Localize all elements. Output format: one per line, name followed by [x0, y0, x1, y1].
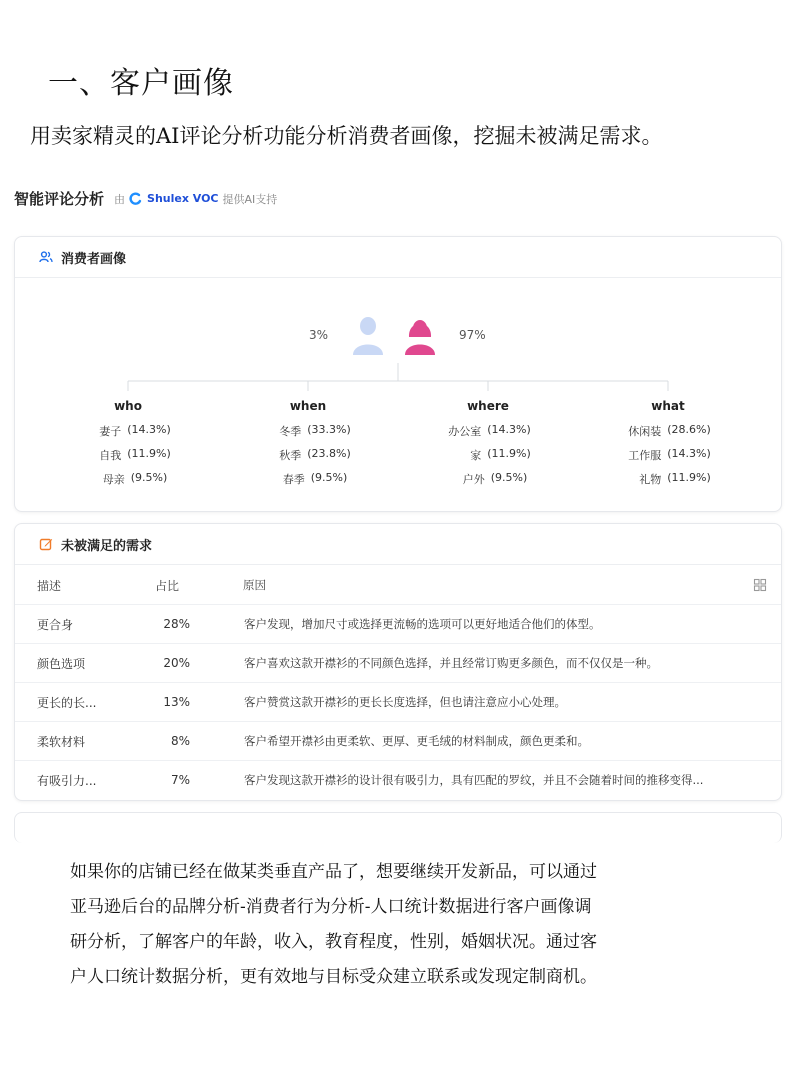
row-share: 7% — [170, 773, 190, 787]
row-desc: 更长的长... — [37, 695, 97, 710]
col-reason-header: 原因 — [243, 578, 266, 592]
item-name: 办公室 — [448, 425, 482, 438]
row-reason: 客户发现这款开襟衫的设计很有吸引力，具有匹配的罗纹，并且不会随着时间的推移变得... — [244, 773, 704, 787]
table-row[interactable] — [15, 722, 781, 761]
item-name: 春季 — [282, 473, 305, 486]
row-desc: 有吸引力... — [37, 773, 97, 788]
item-pct: (14.3%) — [667, 447, 711, 460]
dimension-where — [418, 399, 558, 495]
item-name: 礼物 — [639, 473, 662, 486]
persona-card-header — [15, 237, 781, 278]
item-pct: (9.5%) — [130, 471, 168, 484]
needs-table — [15, 566, 781, 799]
row-reason: 客户发现，增加尺寸或选择更流畅的选项可以更好地适合他们的体型。 — [244, 617, 601, 631]
item-name: 冬季 — [279, 425, 302, 438]
users-icon — [39, 250, 53, 264]
item-name: 休闲装 — [628, 425, 662, 438]
row-share: 20% — [163, 656, 190, 670]
item-pct: (9.5%) — [310, 471, 348, 484]
powered-by-suffix: 提供AI支持 — [222, 192, 278, 206]
paragraph-line: 亚马逊后台的品牌分析-消费者行为分析-人口统计数据进行客户画像调 — [70, 897, 592, 917]
consumer-persona-card — [14, 236, 782, 512]
male-percentage: 3% — [309, 328, 329, 342]
female-person-icon — [403, 315, 437, 355]
item-name: 家 — [470, 449, 482, 462]
item-name: 母亲 — [102, 473, 125, 486]
dimension-who — [58, 399, 198, 495]
body-paragraph — [70, 855, 730, 995]
dimension-item — [598, 471, 738, 495]
persona-tree-connector — [15, 363, 781, 393]
row-desc: 更合身 — [37, 617, 74, 632]
female-percentage: 97% — [459, 328, 486, 342]
powered-by-prefix: 由 — [114, 192, 126, 206]
row-reason: 客户赞赏这款开襟衫的更长长度选择，但也请注意应小心处理。 — [244, 695, 566, 709]
item-pct: (14.3%) — [487, 423, 531, 436]
item-name: 妻子 — [99, 425, 122, 438]
next-card-partial — [14, 812, 782, 843]
intro-text: 用卖家精灵的AI评论分析功能分析消费者画像，挖掘未被满足需求。 — [30, 124, 663, 148]
dimension-item — [58, 471, 198, 495]
shulex-logo-icon — [129, 192, 143, 206]
col-desc-header: 描述 — [37, 578, 62, 593]
dimension-item — [598, 423, 738, 447]
paragraph-line: 研分析，了解客户的年龄，收入，教育程度，性别，婚姻状况。通过客 — [70, 932, 597, 952]
item-name: 自我 — [99, 449, 122, 462]
dimension-when — [238, 399, 378, 495]
dimension-label: what — [651, 399, 685, 413]
needs-card-title: 未被满足的需求 — [61, 538, 153, 554]
item-name: 秋季 — [279, 449, 302, 462]
row-reason: 客户希望开襟衫由更柔软、更厚、更毛绒的材料制成，颜色更柔和。 — [244, 734, 589, 748]
persona-card-title: 消费者画像 — [61, 251, 127, 267]
dimension-item — [418, 423, 558, 447]
item-name: 户外 — [462, 473, 485, 486]
dimension-item — [238, 471, 378, 495]
row-share: 28% — [163, 617, 190, 631]
item-pct: (23.8%) — [307, 447, 351, 460]
dimension-item — [238, 447, 378, 471]
row-desc: 颜色选项 — [37, 656, 86, 671]
gender-split — [15, 315, 781, 359]
dimension-item — [418, 447, 558, 471]
item-pct: (28.6%) — [667, 423, 711, 436]
brand-name: Shulex VOC — [147, 192, 219, 205]
table-header-row — [15, 566, 781, 605]
item-pct: (9.5%) — [490, 471, 528, 484]
dimension-item — [58, 423, 198, 447]
dimension-item — [238, 423, 378, 447]
item-pct: (33.3%) — [307, 423, 351, 436]
paragraph-line: 如果你的店铺已经在做某类垂直产品了，想要继续开发新品，可以通过 — [70, 862, 597, 882]
dimension-what — [598, 399, 738, 495]
item-pct: (11.9%) — [127, 447, 171, 460]
ai-analysis-title: 智能评论分析 — [14, 190, 105, 208]
needs-card-header — [15, 524, 781, 565]
row-reason: 客户喜欢这款开襟衫的不同颜色选择，并且经常订购更多颜色，而不仅仅是一种。 — [244, 656, 658, 670]
col-share-header: 占比 — [155, 578, 180, 593]
dimension-label: where — [467, 399, 509, 413]
table-row[interactable] — [15, 605, 781, 644]
powered-by — [114, 191, 277, 207]
dimension-item — [58, 447, 198, 471]
table-row[interactable] — [15, 761, 781, 799]
section-heading: 一、客户画像 — [48, 66, 234, 101]
row-desc: 柔软材料 — [37, 734, 86, 749]
table-row[interactable] — [15, 683, 781, 722]
item-pct: (14.3%) — [127, 423, 171, 436]
row-share: 8% — [170, 734, 190, 748]
grid-settings-icon[interactable] — [753, 578, 767, 592]
row-share: 13% — [163, 695, 190, 709]
dimension-item — [598, 447, 738, 471]
male-person-icon — [351, 315, 385, 355]
item-name: 工作服 — [628, 449, 662, 462]
paragraph-line: 户人口统计数据分析，更有效地与目标受众建立联系或发现定制商机。 — [70, 967, 597, 987]
table-row[interactable] — [15, 644, 781, 683]
dimension-label: who — [114, 399, 142, 413]
item-pct: (11.9%) — [667, 471, 711, 484]
ai-analysis-header — [14, 188, 277, 209]
edit-icon — [39, 537, 53, 551]
dimension-label: when — [289, 399, 327, 413]
item-pct: (11.9%) — [487, 447, 531, 460]
unmet-needs-card — [14, 523, 782, 801]
dimension-item — [418, 471, 558, 495]
